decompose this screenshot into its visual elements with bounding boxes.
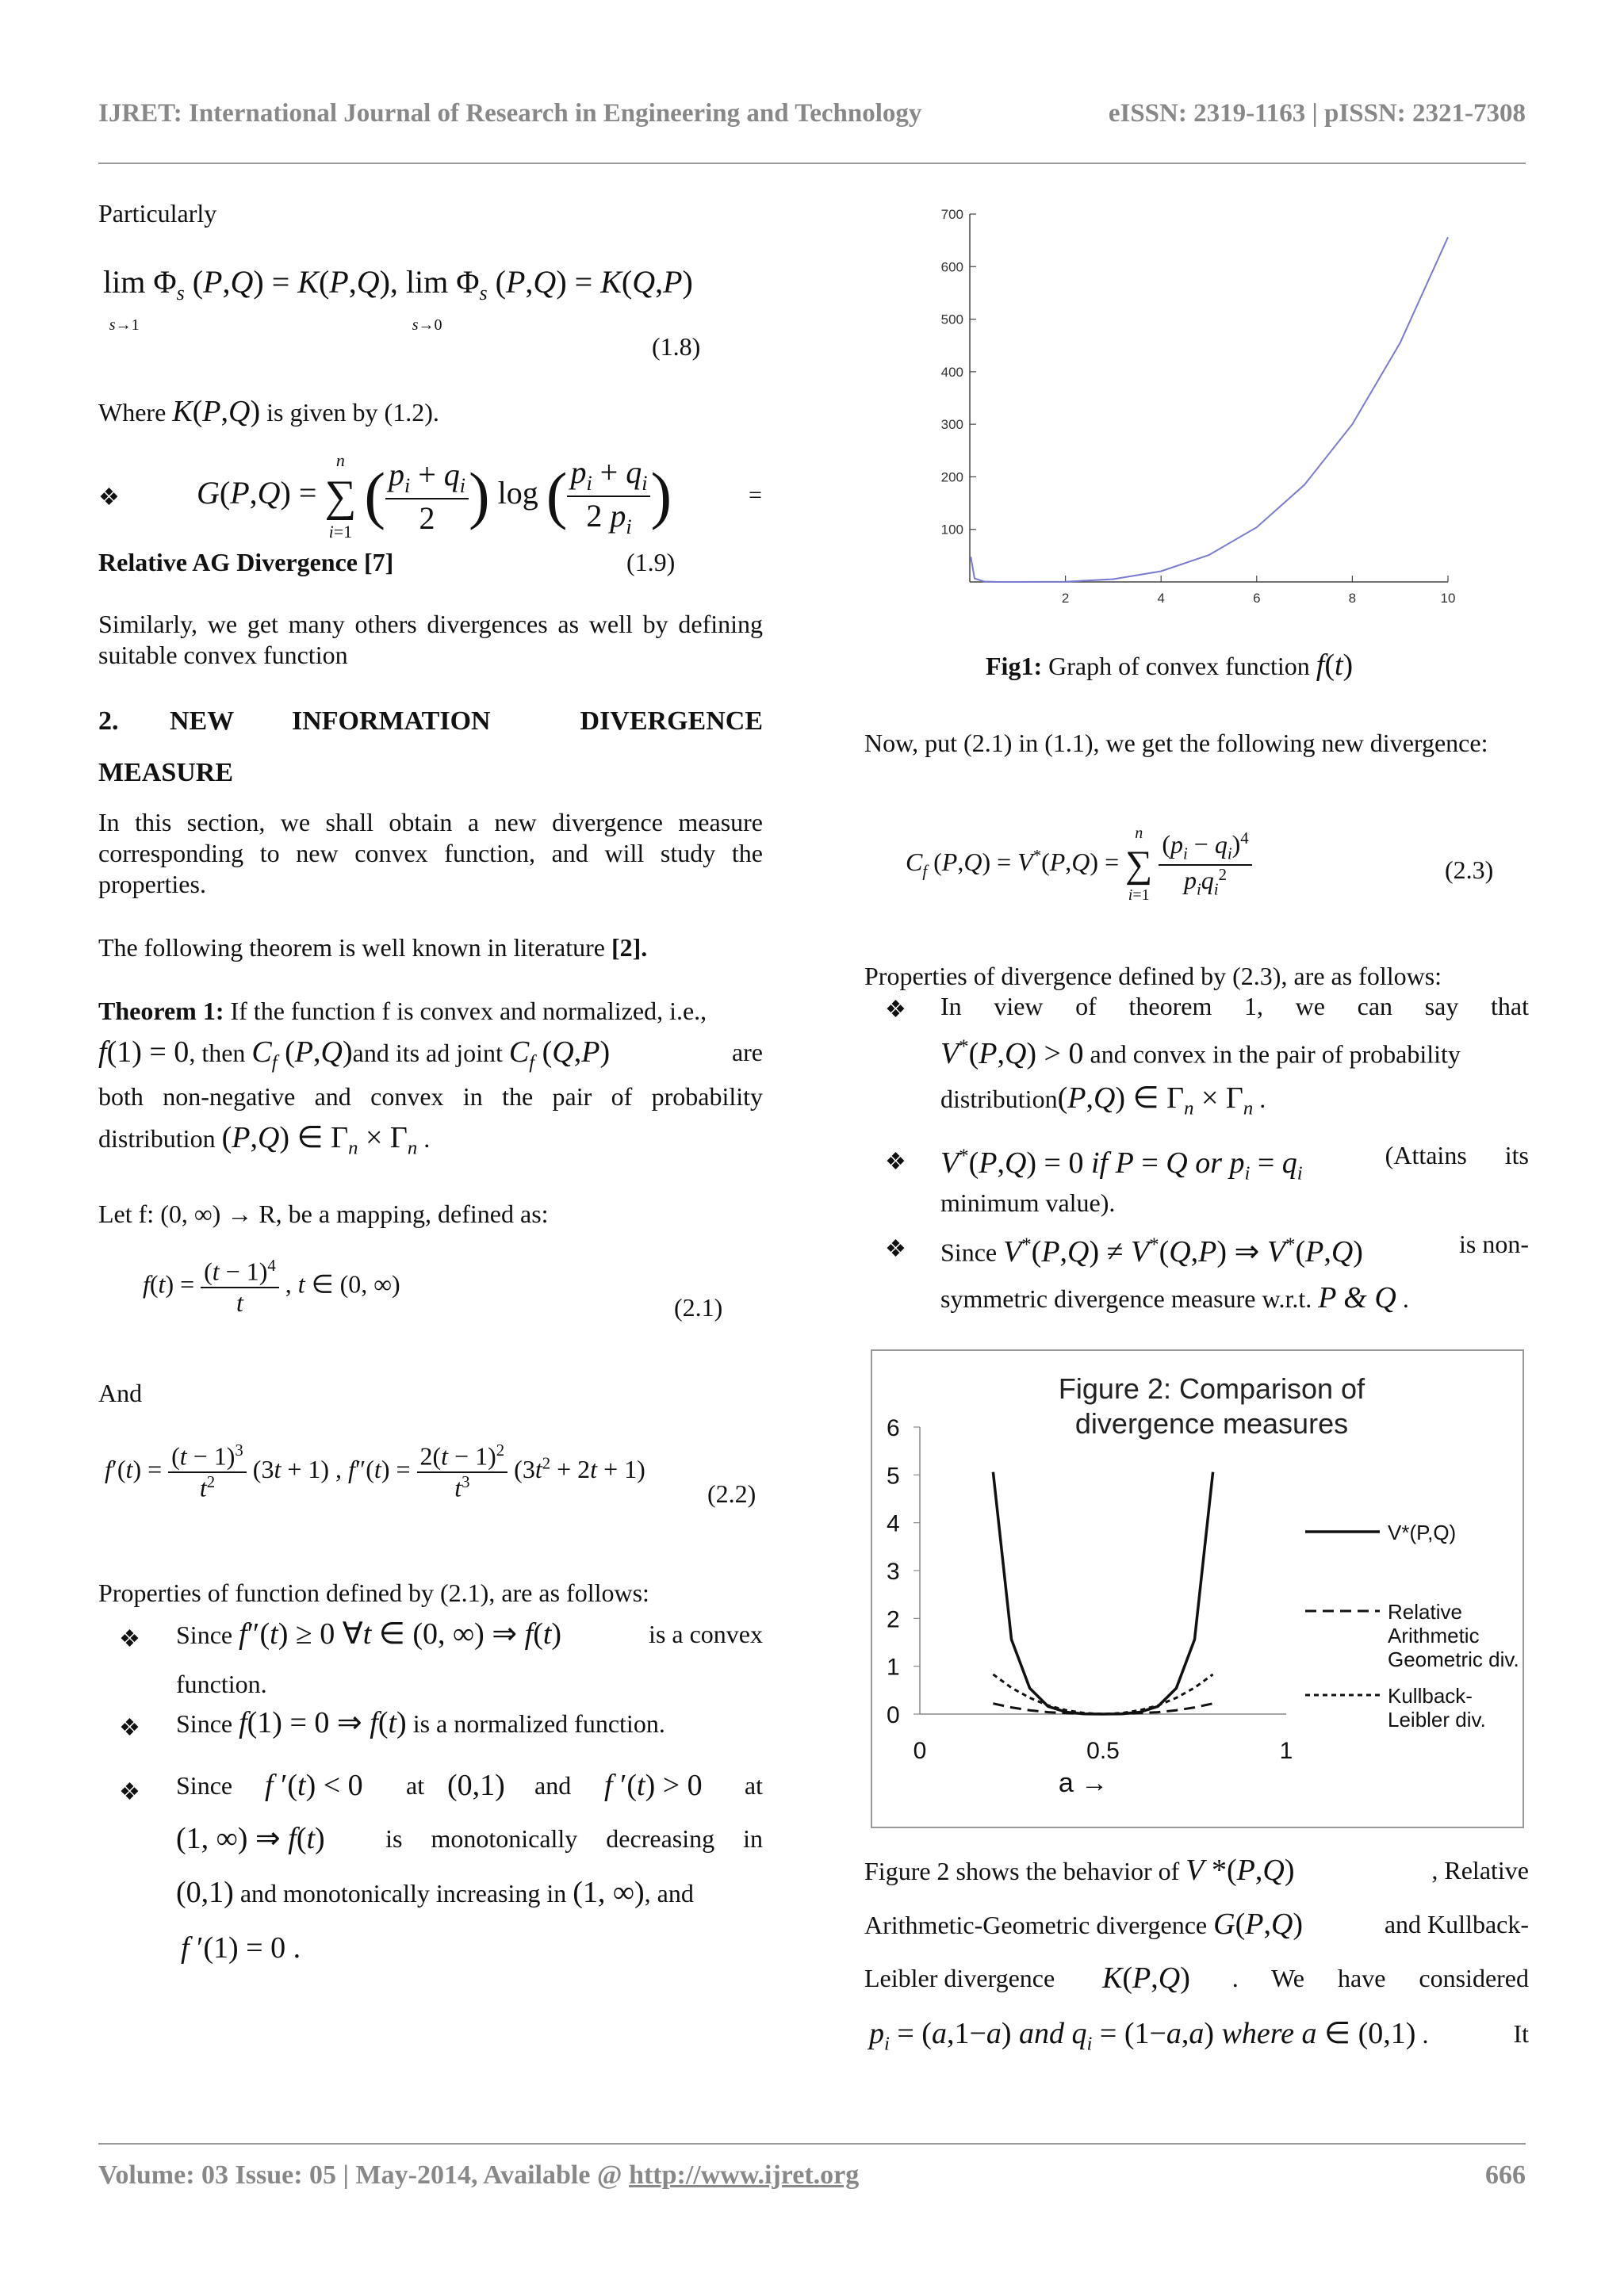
footer-volume: Volume: 03 Issue: 05 | May-2014, Available @ <box>98 2160 630 2190</box>
fig1-x-tick-label: 8 <box>1348 591 1357 606</box>
fig2-title-line2: divergence measures <box>1074 1407 1349 1440</box>
eq-number-1-8: (1.8) <box>652 332 701 361</box>
fig2-y-tick-label: 5 <box>887 1463 900 1490</box>
fig2-y-tick-label: 4 <box>887 1510 900 1537</box>
fig1-y-tick-label: 700 <box>940 207 963 222</box>
fig2-paragraph-line3: Leibler divergence K(P,Q) . We have considered <box>864 1961 1529 1995</box>
fig1-y-tick-label: 500 <box>940 312 963 327</box>
fig1-curve <box>971 237 1448 582</box>
equation-2-2: f′(t) = $\frac{(t - 1)^3}{t^2}$ (3t + 1) , f″(t) = $\frac{2(t - 1)^2}{t^3}$ $(3t^2 + 2t + 1)$ <box>105 1441 645 1502</box>
fig2-y-tick-label: 2 <box>887 1606 900 1633</box>
fig2-paragraph-line4: $p_i = (a,1-a)$ and $q_i = (1-a,a)$ where a ∈ (0,1) . It <box>869 2017 1529 2055</box>
fig2-legend-label: Geometric div. <box>1388 1647 1519 1671</box>
equation-2-1: f(t) = $\frac{(t - 1)^4}{t}$ , t ∈ (0, ∞) <box>143 1257 400 1317</box>
equation-1-8: lim s→1 $\Phi_s$ (P,Q) = K(P,Q), lim s→0 $\Phi_s$ (P,Q) = K(Q,P) <box>103 264 693 334</box>
fig2-paragraph-line1: Figure 2 shows the behavior of V *(P,Q) , Relative <box>864 1854 1529 1887</box>
fig2-legend-label: V*(P,Q) <box>1388 1521 1457 1544</box>
fig2-legend-label: Relative <box>1388 1600 1462 1624</box>
theorem-intro: The following theorem is well known in literature [2]. <box>98 933 648 962</box>
section-2-heading: 2. NEW INFORMATION DIVERGENCE <box>98 706 763 736</box>
bullet-diamond-icon: ❖ <box>885 1236 906 1262</box>
fig2-legend-label: Arithmetic <box>1388 1624 1480 1647</box>
fig2-y-tick-label: 0 <box>887 1702 900 1728</box>
prop-1-line1: Since f″(t) ≥ 0 ∀t ∈ (0, ∞) ⇒ f(t) is a convex <box>176 1617 763 1651</box>
r-prop-1-line3: distribution(P,Q) ∈ $\Gamma_n \times \Gamma_n$ . <box>940 1081 1266 1119</box>
footer-rule <box>98 2143 1526 2145</box>
r-prop-1-line2: V*(P,Q) > 0 and convex in the pair of probability <box>940 1035 1461 1070</box>
page-number: 666 <box>1485 2160 1526 2190</box>
let-f-line: Let f: (0, ∞) → R, be a mapping, defined as: <box>98 1200 549 1228</box>
props-divergence-intro: Properties of divergence defined by (2.3), are as follows: <box>864 962 1442 990</box>
bullet-diamond-icon: ❖ <box>885 997 906 1023</box>
particularly-text: Particularly <box>98 199 217 228</box>
r-prop-3-line1: Since V*(P,Q) ≠ V*(Q,P) ⇒ V*(P,Q) is non- <box>940 1230 1529 1269</box>
eq-number-1-9: (1.9) <box>626 548 676 576</box>
prop-3-line3: (0,1) and monotonically increasing in (1, ∞), and <box>176 1876 694 1909</box>
prop-2-line: Since f(1) = 0 ⇒ f(t) is a normalized function. <box>176 1706 665 1739</box>
fig1-x-tick-label: 10 <box>1440 591 1456 606</box>
bullet-diamond-icon: ❖ <box>885 1149 906 1175</box>
fig2-paragraph-line2: Arithmetic-Geometric divergence G(P,Q) and Kullback- <box>864 1908 1529 1941</box>
footer-link[interactable]: http://www.ijret.org <box>629 2160 860 2190</box>
r-prop-3-line2: symmetric divergence measure w.r.t. P & Q . <box>940 1281 1409 1314</box>
fig1-x-tick-label: 4 <box>1157 591 1165 606</box>
fig1-y-tick-label: 400 <box>940 364 963 380</box>
equation-2-3: $C_f$ (P,Q) = V*(P,Q) = n ∑ i=1 $\frac{(p_i - q_i)^4}{p_iq_i^2}$ <box>906 825 1252 905</box>
running-footer <box>98 2160 1526 2191</box>
theorem-1-line3: both non-negative and convex in the pair of probability <box>98 1082 763 1111</box>
bullet-diamond-icon: ❖ <box>119 1715 140 1741</box>
fig2-x-tick-label: 1 <box>1279 1738 1293 1764</box>
now-put-paragraph: Now, put (2.1) in (1.1), we get the following new divergence: <box>864 729 1488 757</box>
prop-3-line4: f ′(1) = 0 . <box>181 1931 301 1965</box>
fig2-legend-label: Leibler div. <box>1388 1708 1486 1732</box>
fig2-title-line1: Figure 2: Comparison of <box>1058 1372 1365 1405</box>
eq-number-2-2: (2.2) <box>707 1479 756 1508</box>
eq-number-2-1: (2.1) <box>674 1293 723 1322</box>
fig2-legend-label: Kullback- <box>1388 1684 1473 1708</box>
fig1-y-tick-label: 600 <box>940 259 963 275</box>
props-function-intro: Properties of function defined by (2.1), are as follows: <box>98 1578 649 1607</box>
fig1-convex-function-plot <box>912 206 1467 618</box>
header-rule <box>98 163 1526 164</box>
r-prop-1-line1: In view of theorem 1, we can say that <box>940 992 1529 1020</box>
r-prop-2-line2: minimum value). <box>940 1188 1116 1217</box>
r-prop-2-line1: V*(P,Q) = 0 if P = Q or $p_i = q_i$ (Attains its <box>940 1141 1529 1184</box>
journal-title: IJRET: International Journal of Research in Engineering and Technology <box>98 99 922 128</box>
fig1-x-tick-label: 6 <box>1253 591 1261 606</box>
where-pre: Where <box>98 398 167 427</box>
theorem-1-line1: Theorem 1: If the function f is convex and normalized, i.e., <box>98 997 707 1025</box>
fig2-x-tick-label: 0 <box>913 1738 927 1764</box>
prop-3-line2: (1, ∞) ⇒ f(t) is monotonically decreasing in <box>176 1822 763 1855</box>
fig1-y-tick-label: 100 <box>940 522 963 538</box>
fig1-y-tick-label: 200 <box>940 469 963 485</box>
issn: eISSN: 2319-1163 | pISSN: 2321-7308 <box>1108 99 1526 128</box>
fig2-y-tick-label: 3 <box>887 1559 900 1585</box>
bullet-diamond-icon: ❖ <box>119 1779 140 1805</box>
section-2-paragraph: In this section, we shall obtain a new divergence measure corresponding to new convex function, and will study the properties. <box>98 808 763 898</box>
fig2-comparison-chart <box>871 1349 1524 1828</box>
fig1-caption: Fig1: Graph of convex function f(t) <box>986 649 1354 682</box>
similarly-paragraph: Similarly, we get many others divergences as well by defining suitable convex function <box>98 610 763 669</box>
fig1-x-tick-label: 2 <box>1061 591 1070 606</box>
and-text: And <box>98 1379 143 1407</box>
eq-number-2-3: (2.3) <box>1445 855 1494 884</box>
prop-1-line2: function. <box>176 1670 267 1698</box>
where-line: Where K(P,Q) is given by (1.2). <box>98 395 439 428</box>
equals-sign: = <box>749 482 762 508</box>
theorem-1-line4: distribution (P,Q) ∈ $\Gamma_n \times \Gamma_n$ . <box>98 1121 431 1159</box>
where-post: is given by (1.2). <box>266 398 439 427</box>
prop-3-line1: Since f ′(t) < 0 at (0,1) and f ′(t) > 0 at <box>176 1769 763 1802</box>
running-header <box>98 99 1526 128</box>
relative-ag-label: Relative AG Divergence [7] <box>98 548 394 576</box>
fig1-y-tick-label: 300 <box>940 417 963 433</box>
fig2-y-tick-label: 1 <box>887 1654 900 1681</box>
fig2-x-tick-label: 0.5 <box>1086 1738 1120 1764</box>
theorem-1-line2: f(1) = 0, then $C_f$ (P,Q)and its ad joint $C_f$ (Q,P) are <box>98 1035 763 1073</box>
bullet-diamond-icon: ❖ <box>98 484 120 511</box>
equation-1-9: G(P,Q) = n ∑ i=1 ( $\frac{p_i + q_i}{2}$ ) log ( $\frac{p_i + q_i}{2 p_i}$ ) <box>197 450 672 541</box>
bullet-diamond-icon: ❖ <box>119 1626 140 1652</box>
section-2-heading-line2: MEASURE <box>98 758 234 787</box>
fig2-y-tick-label: 6 <box>887 1415 900 1441</box>
fig2-x-axis-label: a → <box>1058 1768 1109 1798</box>
